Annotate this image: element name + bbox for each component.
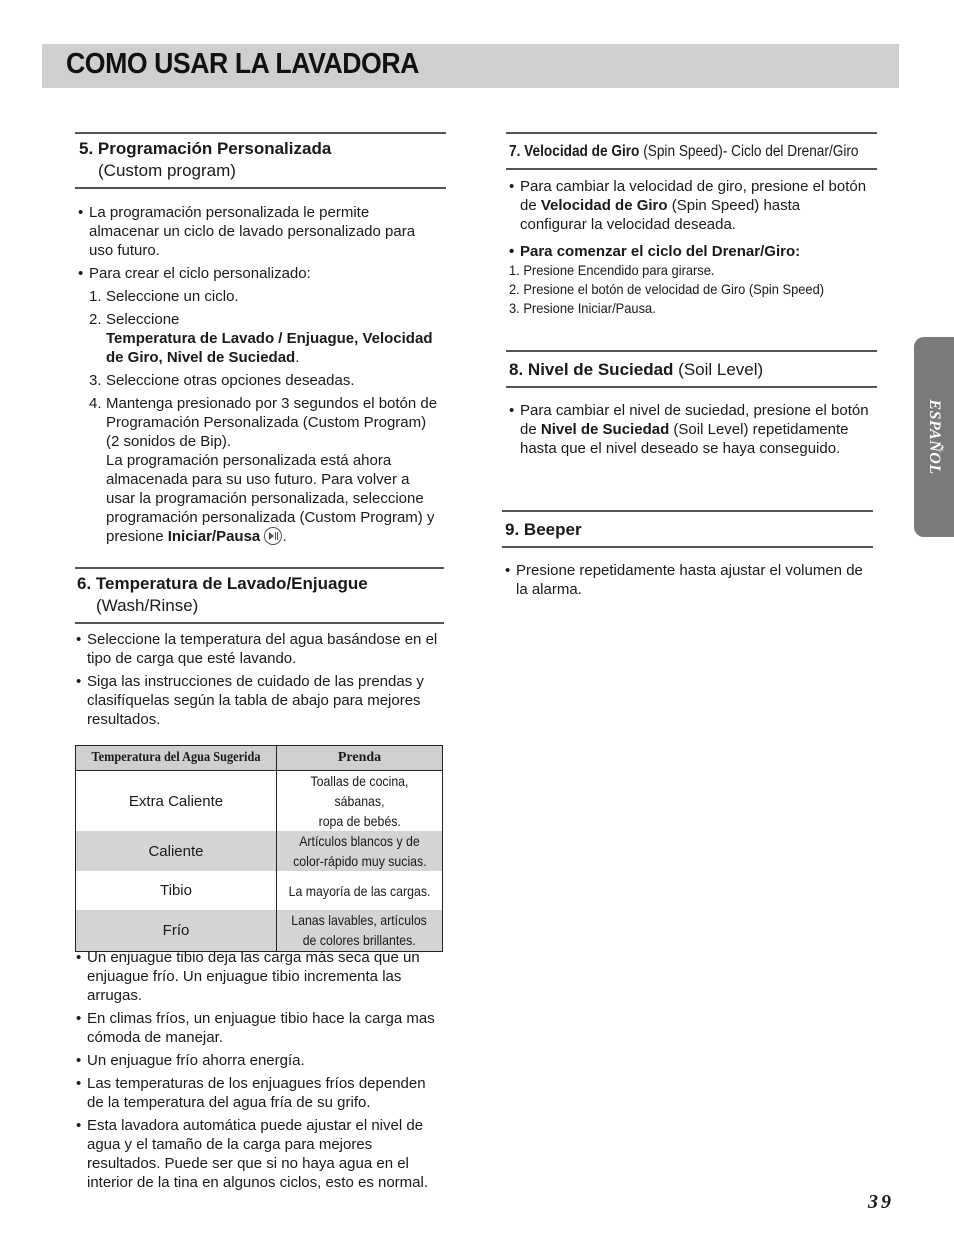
section-9-title: Beeper	[523, 520, 582, 539]
list-item: • Seleccione la temperatura del agua basándose en el tipo de carga que esté lavando.	[76, 630, 442, 668]
section-7-title: Velocidad de Giro	[524, 143, 640, 160]
list-item: • Para crear el ciclo personalizado:	[78, 264, 438, 283]
section-9-number: 9.	[505, 520, 520, 539]
section-9-body	[505, 561, 867, 599]
section-5-header	[75, 132, 446, 189]
list-item: • Para cambiar el nivel de suciedad, presione el botón de Nivel de Suciedad (Soil Level) repetidamente hasta que el nivel deseado se haya conseguido.	[509, 401, 873, 458]
list-item: • Esta lavadora automática puede ajustar el nivel de agua y el tamaño de la carga para mejores resultados. Puede ser que si no haya agua en el interior de la tina en algunos ciclos, esto es normal.	[76, 1116, 444, 1192]
section-7-body	[509, 177, 871, 318]
step-number: 2.	[89, 311, 102, 328]
play-pause-icon	[264, 527, 282, 545]
table-row	[76, 831, 443, 871]
step-number: 3.	[89, 372, 102, 389]
step-item: 2. Seleccione Temperatura de Lavado / Enjuague, Velocidad de Giro, Nivel de Suciedad.	[89, 311, 433, 366]
list-item: • Un enjuague tibio deja las carga más seca que un enjuague frío. Un enjuague tibio incrementa las arrugas.	[76, 948, 444, 1005]
table-cell-garment: Artículos blancos y de color-rápido muy sucias.	[277, 831, 443, 871]
list-item: • Presione repetidamente hasta ajustar el volumen de la alarma.	[505, 561, 867, 599]
step-text: Mantenga presionado por 3 segundos el botón de Programación Personalizada (Custom Program) (2 sonidos de Bip).	[106, 395, 438, 450]
table-cell-temperature: Frío	[76, 910, 277, 951]
table-header-garment: Prenda	[277, 746, 443, 771]
water-temperature-table	[75, 745, 443, 952]
table-row	[76, 910, 443, 951]
page-number: 39	[868, 1191, 894, 1213]
step-text: Seleccione otras opciones deseadas.	[106, 372, 355, 389]
section-6-title: Temperatura de Lavado/Enjuague	[95, 574, 368, 593]
step-number: 4.	[89, 395, 102, 412]
step-text: La programación personalizada está ahora almacenada para su uso futuro. Para volver a usar la programación personalizada, seleccione programación personalizada (Custom Program) y presione	[106, 452, 435, 545]
list-item: • Para cambiar la velocidad de giro, presione el botón de Velocidad de Giro (Spin Speed) hasta configurar la velocidad deseada.	[509, 177, 871, 234]
table-row	[76, 771, 443, 832]
section-5-title: Programación Personalizada	[97, 139, 332, 158]
language-tab	[914, 337, 954, 537]
section-7-subtitle: (Spin Speed)- Ciclo del Drenar/Giro	[643, 143, 859, 160]
spin-speed-button-label: Velocidad de Giro	[540, 197, 668, 214]
section-8-body	[509, 401, 873, 458]
table-cell-temperature: Extra Caliente	[76, 771, 277, 832]
table-header-temperature: Temperatura del Agua Sugerida	[76, 746, 277, 771]
table-cell-temperature: Caliente	[76, 831, 277, 871]
drain-spin-heading: • Para comenzar el ciclo del Drenar/Giro:	[509, 242, 871, 261]
section-6-notes	[76, 948, 444, 1192]
section-6-number: 6.	[77, 574, 92, 593]
list-item: • Las temperaturas de los enjuagues fríos dependen de la temperatura del agua fría de su grifo.	[76, 1074, 444, 1112]
drain-step: 2. Presione el botón de velocidad de Giro (Spin Speed)	[509, 281, 825, 297]
section-5-subtitle: (Custom program)	[98, 161, 236, 180]
title-banner	[42, 44, 899, 88]
page-title: COMO USAR LA LAVADORA	[66, 48, 419, 80]
list-item: • Siga las instrucciones de cuidado de las prendas y clasifíquelas según la tabla de abajo para mejores resultados.	[76, 672, 442, 729]
section-8-title: Nivel de Suciedad	[527, 360, 674, 379]
drain-step: 1. Presione Encendido para girarse.	[509, 262, 715, 278]
section-5-number: 5.	[79, 139, 94, 158]
section-7-header	[506, 132, 877, 170]
section-6-body	[76, 630, 442, 729]
table-header-row	[76, 746, 443, 771]
list-item: • La programación personalizada le permite almacenar un ciclo de lavado personalizado para uso futuro.	[78, 203, 438, 260]
step-text: Seleccione	[106, 311, 180, 328]
section-8-subtitle: (Soil Level)	[678, 360, 764, 379]
list-item: • En climas fríos, un enjuague tibio hace la carga mas cómoda de manejar.	[76, 1009, 444, 1047]
section-9-header	[502, 510, 873, 548]
step-bold-text: Iniciar/Pausa	[167, 528, 261, 545]
table-cell-temperature: Tibio	[76, 871, 277, 910]
section-8-number: 8.	[509, 360, 524, 379]
soil-level-button-label: Nivel de Suciedad	[540, 421, 670, 438]
table-row	[76, 871, 443, 910]
table-cell-garment: Toallas de cocina, sábanas, ropa de bebés.	[310, 773, 409, 829]
step-bold-text: Temperatura de Lavado / Enjuague, Velocidad de Giro, Nivel de Suciedad	[106, 330, 433, 366]
section-8-header	[506, 350, 877, 388]
section-5-body	[78, 203, 438, 546]
section-6-subtitle: (Wash/Rinse)	[96, 596, 199, 615]
list-item: • Un enjuague frío ahorra energía.	[76, 1051, 444, 1070]
language-tab-label: ESPAÑOL	[926, 399, 943, 475]
section-6-header	[75, 567, 444, 624]
step-item: 4. Mantenga presionado por 3 segundos el botón de Programación Personalizada (Custom Program) (2 sonidos de Bip). La programación personalizada está ahora almacenada para su uso futuro. Para volver a usar la programación personalizada, seleccione programación personalizada (Custom Program) y presione Iniciar/Pausa .	[89, 395, 438, 545]
section-7-number: 7.	[509, 143, 521, 160]
step-number: 1.	[89, 288, 102, 305]
table-cell-garment: Lanas lavables, artículos de colores brillantes.	[277, 910, 443, 951]
drain-step: 3. Presione Iniciar/Pausa.	[509, 300, 656, 316]
step-text: Seleccione un ciclo.	[106, 288, 239, 305]
step-item	[78, 287, 438, 306]
table-cell-garment: La mayoría de las cargas.	[288, 882, 431, 899]
step-item	[78, 371, 438, 390]
